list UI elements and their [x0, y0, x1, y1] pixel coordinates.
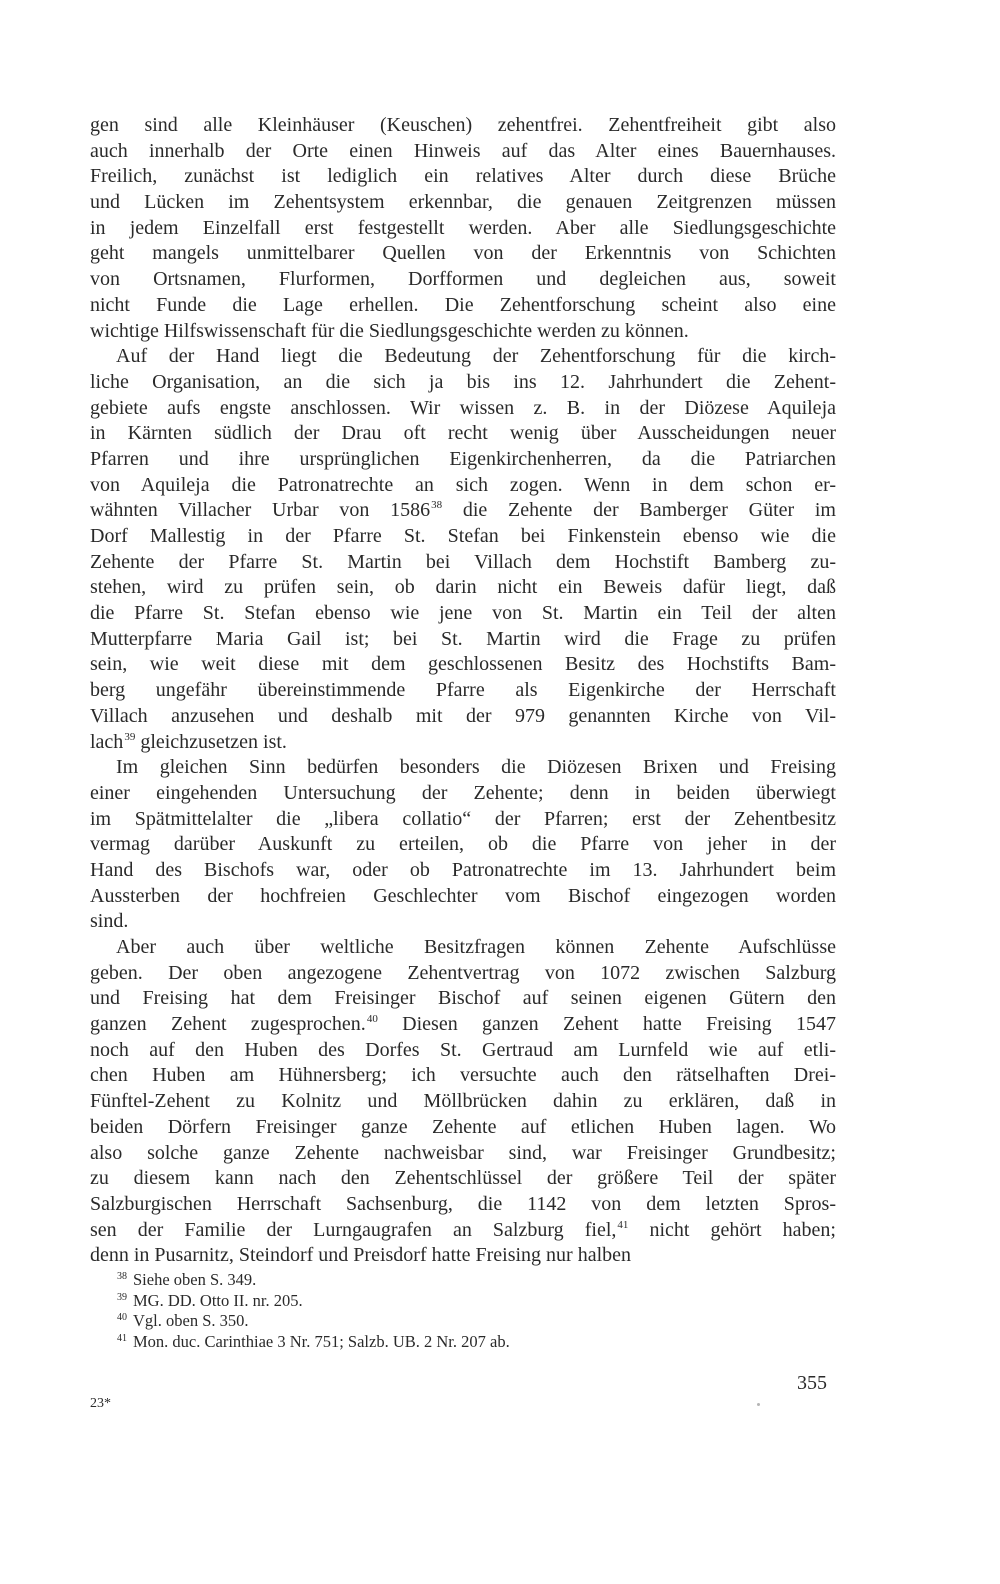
footnote-reference: 40 — [366, 1013, 378, 1026]
footnote-text: Vgl. oben S. 350. — [133, 1311, 249, 1330]
paragraph — [90, 113, 836, 344]
text-line: nicht Funde die Lage erhellen. Die Zehentforschung scheint also eine — [90, 293, 836, 316]
text-line: Hand des Bischofs war, oder ob Patronatrechte im 13. Jahrhundert beim — [90, 858, 836, 881]
footnote-text: MG. DD. Otto II. nr. 205. — [133, 1290, 303, 1310]
paragraph — [90, 935, 836, 1269]
text-line — [90, 730, 836, 756]
text-line: Villach anzusehen und deshalb mit der 979 genannten Kirche von Vil- — [90, 704, 836, 727]
text-line: Im gleichen Sinn bedürfen besonders die Diözesen Brixen und Freising — [116, 756, 836, 779]
footnote-number: 39 — [117, 1291, 127, 1303]
text-line: Auf der Hand liegt die Bedeutung der Zehentforschung für die kirch- — [116, 345, 836, 368]
text-line: einer eingehenden Untersuchung der Zehente; denn in beiden überwiegt — [90, 781, 836, 804]
paragraph — [90, 344, 836, 755]
text-line: und Lücken im Zehentsystem erkennbar, die genauen Zeitgrenzen müssen — [90, 191, 836, 214]
text-line: geht mangels unmittelbarer Quellen von der Erkenntnis von Schichten — [90, 242, 836, 265]
text-line: die Pfarre St. Stefan ebenso wie jene von St. Martin ein Teil der alten — [90, 602, 836, 625]
text-segment: gleichzusetzen ist. — [135, 730, 287, 753]
text-line: berg ungefähr übereinstimmende Pfarre als Eigenkirche der Herrschaft — [90, 679, 836, 702]
text-segment: wähnten Villacher Urbar von 1586 — [90, 499, 431, 522]
text-line: von Aquileja die Patronatrechte an sich zogen. Wenn in dem schon er- — [90, 473, 836, 496]
page-number: 355 — [797, 1372, 827, 1394]
text-line — [90, 1012, 836, 1038]
text-line: denn in Pusarnitz, Steindorf und Preisdorf hatte Freising nur halben — [90, 1244, 632, 1267]
footnote — [116, 1311, 816, 1332]
text-line: sind. — [90, 910, 129, 933]
footnotes — [116, 1270, 816, 1352]
text-line: in jedem Einzelfall erst festgestellt werden. Aber alle Siedlungsgeschichte — [90, 216, 836, 239]
footnote-text: Mon. duc. Carinthiae 3 Nr. 751; Salzb. UB. 2 Nr. 207 ab. — [133, 1331, 510, 1351]
footnote-number: 38 — [117, 1271, 127, 1282]
text-line: Aussterben der hochfreien Geschlechter vom Bischof eingezogen worden — [90, 884, 836, 907]
text-line: Aber auch über weltliche Besitzfragen können Zehente Aufschlüsse — [116, 936, 836, 958]
text-line: sein, wie weit diese mit dem geschlossenen Besitz des Hochstifts Bam- — [90, 653, 836, 676]
text-line: Freilich, zunächst ist lediglich ein relatives Alter durch diese Brüche — [90, 165, 836, 188]
footnote-number: 41 — [117, 1332, 127, 1344]
footnote-text: Siehe oben S. 349. — [133, 1270, 257, 1289]
text-line: wichtige Hilfswissenschaft für die Siedlungsgeschichte werden zu können. — [90, 319, 689, 342]
text-line: und Freising hat dem Freisinger Bischof auf seinen eigenen Gütern den — [90, 987, 836, 1010]
text-line: stehen, wird zu prüfen sein, ob darin nicht ein Beweis dafür liegt, daß — [90, 576, 836, 599]
footnote — [116, 1332, 816, 1353]
text-line: im Spätmittelalter die „libera collatio“ der Pfarren; erst der Zehentbesitz — [90, 807, 836, 830]
footnote-reference: 41 — [617, 1218, 629, 1231]
text-line: Pfarren und ihre ursprünglichen Eigenkirchenherren, da die Patriarchen — [90, 447, 836, 470]
text-line: zu diesem kann nach den Zehentschlüssel der größere Teil der später — [90, 1167, 836, 1190]
text-line: gebiete aufs engste anschlossen. Wir wissen z. B. in der Diözese Aquileja — [90, 396, 836, 419]
text-line: also solche ganze Zehente nachweisbar sind, war Freisinger Grundbesitz; — [90, 1141, 836, 1164]
footnote-reference: 38 — [431, 499, 443, 512]
text-line: gen sind alle Kleinhäuser (Keuschen) zehentfrei. Zehentfreiheit gibt also — [90, 114, 836, 136]
text-line: liche Organisation, an die sich ja bis ins 12. Jahrhundert die Zehent- — [90, 370, 836, 393]
footnote — [116, 1291, 816, 1312]
text-line — [90, 1218, 836, 1244]
text-line: noch auf den Huben des Dorfes St. Gertraud am Lurnfeld wie auf etli- — [90, 1038, 836, 1061]
text-line: von Ortsnamen, Flurformen, Dorfformen und degleichen aus, soweit — [90, 268, 836, 291]
text-line: Fünftel-Zehent zu Kolnitz und Möllbrücken dahin zu erklären, daß in — [90, 1090, 836, 1113]
text-segment: die Zehente der Bamberger Güter im — [442, 499, 836, 522]
body-text — [90, 113, 836, 1269]
footnote-reference: 39 — [124, 730, 136, 743]
text-line: in Kärnten südlich der Drau oft recht wenig über Ausscheidungen neuer — [90, 422, 836, 445]
text-segment: nicht gehört haben; — [628, 1218, 836, 1241]
text-line: chen Huben am Hühnersberg; ich versuchte auch den rätselhaften Drei- — [90, 1064, 836, 1087]
text-segment: Diesen ganzen Zehent hatte Freising 1547 — [377, 1013, 837, 1036]
text-line: geben. Der oben angezogene Zehentvertrag von 1072 zwischen Salzburg — [90, 961, 836, 984]
text-line: beiden Dörfern Freisinger ganze Zehente auf etlichen Huben lagen. Wo — [90, 1115, 836, 1138]
signature-mark: 23* — [90, 1396, 111, 1411]
text-segment: sen der Familie der Lurngaugrafen an Salzburg fiel, — [90, 1218, 617, 1241]
text-line: Salzburgischen Herrschaft Sachsenburg, die 1142 von dem letzten Spros- — [90, 1192, 836, 1215]
paper-speck — [757, 1403, 760, 1406]
footnote — [116, 1270, 816, 1291]
text-segment: ganzen Zehent zugesprochen. — [90, 1013, 366, 1036]
text-line: Mutterpfarre Maria Gail ist; bei St. Martin wird die Frage zu prüfen — [90, 627, 836, 650]
text-segment: lach — [90, 730, 124, 753]
paragraph — [90, 755, 836, 935]
text-line: Zehente der Pfarre St. Martin bei Villach dem Hochstift Bamberg zu- — [90, 550, 836, 573]
text-line: vermag darüber Auskunft zu erteilen, ob die Pfarre von jeher in der — [90, 833, 836, 856]
text-line: auch innerhalb der Orte einen Hinweis auf das Alter eines Bauernhauses. — [90, 139, 836, 162]
text-line: Dorf Mallestig in der Pfarre St. Stefan bei Finkenstein ebenso wie die — [90, 525, 836, 547]
text-line — [90, 498, 836, 524]
footnote-number: 40 — [117, 1312, 127, 1323]
